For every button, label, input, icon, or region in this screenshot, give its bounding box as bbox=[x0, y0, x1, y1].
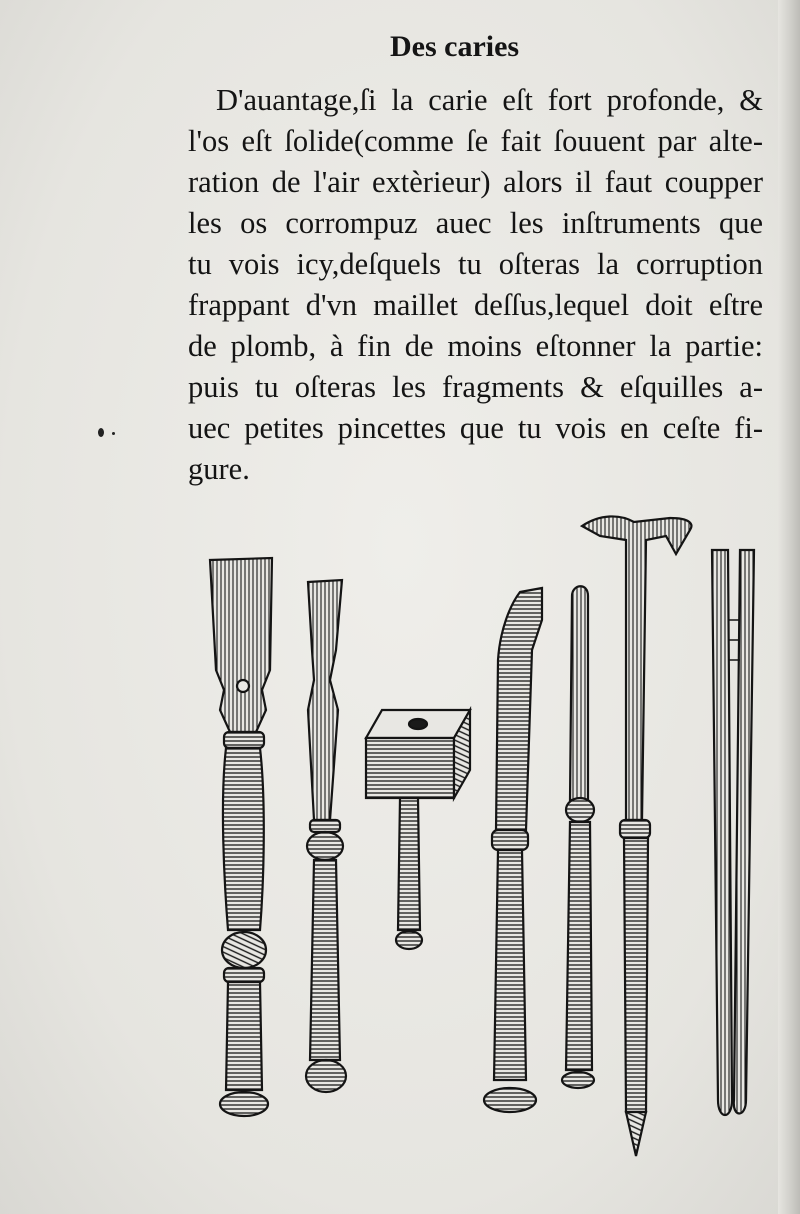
text-line: frappant d'vn maillet deſſus,lequel doit eſtre bbox=[188, 288, 763, 322]
rounded-scraper-icon bbox=[562, 586, 594, 1088]
paragraph bbox=[188, 80, 763, 490]
text-line: gure. bbox=[188, 452, 250, 486]
forked-elevator-icon bbox=[582, 516, 691, 1156]
text-line: puis tu oſteras les fragments & eſquilles a- bbox=[188, 370, 763, 404]
text-line: l'os eſt ſolide(comme ſe fait ſouuent par alte- bbox=[188, 124, 763, 158]
text-line: tu vois icy,deſquels tu oſteras la corruption bbox=[188, 247, 763, 281]
text-line: ration de l'air extèrieur) alors il faut coupper bbox=[188, 165, 763, 199]
page-edge-shadow bbox=[778, 0, 800, 1214]
text-line: D'auantage,ſi la carie eſt fort profonde, & bbox=[216, 83, 763, 117]
curved-gouge-icon bbox=[484, 588, 542, 1112]
ink-speck bbox=[98, 428, 104, 437]
text-line: de plomb, à fin de moins eſtonner la partie: bbox=[188, 329, 763, 363]
tweezers-icon bbox=[712, 550, 754, 1115]
narrow-chisel-icon bbox=[306, 580, 346, 1092]
surgical-instruments-woodcut bbox=[180, 500, 780, 1190]
page-title: Des caries bbox=[390, 30, 520, 63]
ink-speck bbox=[112, 432, 115, 435]
wide-chisel-icon bbox=[210, 558, 272, 1116]
text-line: uec petites pincettes que tu vois en ceſte fi- bbox=[188, 411, 763, 445]
mallet-icon bbox=[366, 710, 470, 949]
text-line: les os corrompuz auec les inſtruments que bbox=[188, 206, 763, 240]
